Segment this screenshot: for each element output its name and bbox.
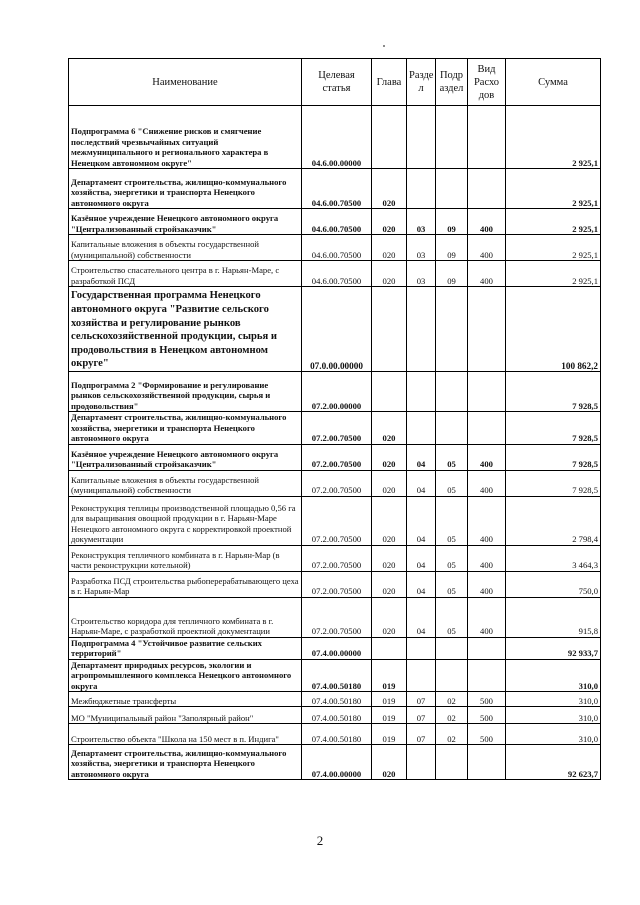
- row-exptype: 400: [468, 209, 506, 235]
- header-amount: Сумма: [506, 59, 601, 106]
- row-target: 07.4.00.00000: [302, 745, 372, 780]
- row-target: 07.2.00.70500: [302, 545, 372, 571]
- row-exptype: [468, 412, 506, 445]
- row-section: [407, 637, 436, 659]
- row-target: 07.2.00.00000: [302, 372, 372, 412]
- table-row: [69, 496, 601, 545]
- table-row: [69, 209, 601, 235]
- row-exptype: [468, 745, 506, 780]
- row-name: Капитальные вложения в объекты государственной (муниципальной) собственности: [69, 235, 302, 261]
- row-target: 07.2.00.70500: [302, 597, 372, 637]
- table-row: [69, 169, 601, 209]
- row-name: Разработка ПСД строительства рыбоперерабатывающего цеха в г. Нарьян-Мар: [69, 571, 302, 597]
- table-row: [69, 692, 601, 707]
- row-target: 07.0.00.00000: [302, 287, 372, 372]
- row-section: 04: [407, 597, 436, 637]
- table-row: [69, 470, 601, 496]
- row-name: Реконструкция тепличного комбината в г. Нарьян-Мар (в части реконструкции котельной): [69, 545, 302, 571]
- row-chapter: 019: [372, 659, 407, 692]
- table-row: [69, 571, 601, 597]
- table-row: [69, 637, 601, 659]
- row-subsection: [436, 637, 468, 659]
- row-exptype: [468, 169, 506, 209]
- row-name: Подпрограмма 6 "Снижение рисков и смягчение последствий чрезвычайных ситуаций межмуниципального и регионального характера в Ненецком автономном округе": [69, 106, 302, 169]
- row-subsection: 09: [436, 261, 468, 287]
- row-amount: 310,0: [506, 724, 601, 745]
- budget-table: [68, 58, 601, 780]
- row-amount: 310,0: [506, 707, 601, 724]
- row-target: 04.6.00.70500: [302, 235, 372, 261]
- row-name: Подпрограмма 2 "Формирование и регулирование рынков сельскохозяйственной продукции, сырья и продовольствия": [69, 372, 302, 412]
- header-section: Разде л: [407, 59, 436, 106]
- row-chapter: 020: [372, 470, 407, 496]
- row-subsection: 02: [436, 724, 468, 745]
- row-chapter: 020: [372, 412, 407, 445]
- row-subsection: 05: [436, 545, 468, 571]
- row-name: Строительство объекта "Школа на 150 мест в п. Индига": [69, 724, 302, 745]
- row-section: [407, 745, 436, 780]
- row-name: Департамент строительства, жилищно-коммунального хозяйства, энергетики и транспорта Ненецкого автономного округа: [69, 169, 302, 209]
- row-section: [407, 106, 436, 169]
- row-exptype: 500: [468, 707, 506, 724]
- row-name: Капитальные вложения в объекты государственной (муниципальной) собственности: [69, 470, 302, 496]
- header-exptype: Вид Расхо дов: [468, 59, 506, 106]
- row-subsection: 02: [436, 707, 468, 724]
- row-name: Строительство спасательного центра в г. Нарьян-Маре, с разработкой ПСД: [69, 261, 302, 287]
- row-section: 04: [407, 444, 436, 470]
- row-target: 07.2.00.70500: [302, 444, 372, 470]
- row-exptype: [468, 106, 506, 169]
- table-row: [69, 287, 601, 372]
- row-subsection: 09: [436, 235, 468, 261]
- row-name: Казённое учреждение Ненецкого автономного округа "Централизованный стройзаказчик": [69, 444, 302, 470]
- row-target: 07.4.00.50180: [302, 659, 372, 692]
- row-target: 07.2.00.70500: [302, 470, 372, 496]
- row-subsection: 05: [436, 444, 468, 470]
- row-exptype: 400: [468, 571, 506, 597]
- row-amount: 7 928,5: [506, 444, 601, 470]
- header-target: Целевая статья: [302, 59, 372, 106]
- row-section: 04: [407, 571, 436, 597]
- row-subsection: [436, 106, 468, 169]
- row-subsection: [436, 412, 468, 445]
- row-amount: 915,8: [506, 597, 601, 637]
- row-subsection: [436, 169, 468, 209]
- row-subsection: [436, 372, 468, 412]
- row-amount: 2 925,1: [506, 169, 601, 209]
- row-chapter: [372, 637, 407, 659]
- row-subsection: [436, 745, 468, 780]
- row-section: [407, 169, 436, 209]
- row-chapter: 020: [372, 209, 407, 235]
- row-chapter: 019: [372, 692, 407, 707]
- row-amount: 92 623,7: [506, 745, 601, 780]
- row-section: [407, 412, 436, 445]
- table-row: [69, 545, 601, 571]
- row-subsection: 05: [436, 470, 468, 496]
- row-target: 07.4.00.50180: [302, 707, 372, 724]
- row-chapter: 020: [372, 745, 407, 780]
- row-exptype: 400: [468, 470, 506, 496]
- row-section: 04: [407, 470, 436, 496]
- table-row: [69, 372, 601, 412]
- row-subsection: 05: [436, 571, 468, 597]
- row-chapter: 020: [372, 261, 407, 287]
- row-target: 07.2.00.70500: [302, 412, 372, 445]
- row-name: Государственная программа Ненецкого автономного округа "Развитие сельского хозяйства и регулирование рынков сельскохозяйственной продукции, сырья и продовольствия в Ненецком автономном округе": [69, 287, 302, 372]
- row-section: 07: [407, 707, 436, 724]
- header-subsection: Подр аздел: [436, 59, 468, 106]
- row-exptype: 400: [468, 496, 506, 545]
- row-subsection: 02: [436, 692, 468, 707]
- row-section: 07: [407, 724, 436, 745]
- row-target: 04.6.00.70500: [302, 261, 372, 287]
- page-number: 2: [316, 833, 324, 848]
- row-name: Подпрограмма 4 "Устойчивое развитие сельских территорий": [69, 637, 302, 659]
- row-chapter: 020: [372, 496, 407, 545]
- table-row: [69, 412, 601, 445]
- row-chapter: 020: [372, 597, 407, 637]
- row-section: 07: [407, 692, 436, 707]
- row-section: 03: [407, 209, 436, 235]
- row-chapter: 020: [372, 235, 407, 261]
- row-exptype: 400: [468, 444, 506, 470]
- row-amount: 2 798,4: [506, 496, 601, 545]
- row-target: 07.4.00.50180: [302, 692, 372, 707]
- row-chapter: 020: [372, 571, 407, 597]
- header-row: [69, 59, 601, 106]
- table-row: [69, 745, 601, 780]
- row-amount: 310,0: [506, 692, 601, 707]
- row-chapter: [372, 287, 407, 372]
- table-row: [69, 235, 601, 261]
- row-amount: 7 928,5: [506, 470, 601, 496]
- row-subsection: 05: [436, 496, 468, 545]
- table-body: [69, 106, 601, 780]
- header-chapter: Глава: [372, 59, 407, 106]
- row-exptype: 400: [468, 261, 506, 287]
- row-amount: 3 464,3: [506, 545, 601, 571]
- table-row: [69, 707, 601, 724]
- row-target: 04.6.00.70500: [302, 209, 372, 235]
- row-amount: 310,0: [506, 659, 601, 692]
- row-name: Казённое учреждение Ненецкого автономного округа "Централизованный стройзаказчик": [69, 209, 302, 235]
- row-name: Департамент строительства, жилищно-коммунального хозяйства, энергетики и транспорта Ненецкого автономного округа: [69, 412, 302, 445]
- table-row: [69, 597, 601, 637]
- row-amount: 100 862,2: [506, 287, 601, 372]
- row-target: 07.2.00.70500: [302, 496, 372, 545]
- row-target: 07.2.00.70500: [302, 571, 372, 597]
- table-row: [69, 106, 601, 169]
- row-section: [407, 372, 436, 412]
- row-target: 07.4.00.50180: [302, 724, 372, 745]
- row-subsection: 09: [436, 209, 468, 235]
- row-exptype: 400: [468, 545, 506, 571]
- row-amount: 2 925,1: [506, 209, 601, 235]
- row-section: 03: [407, 235, 436, 261]
- row-amount: 92 933,7: [506, 637, 601, 659]
- table-row: [69, 261, 601, 287]
- row-amount: 7 928,5: [506, 372, 601, 412]
- row-chapter: 020: [372, 169, 407, 209]
- row-exptype: [468, 637, 506, 659]
- header-name: Наименование: [69, 59, 302, 106]
- row-exptype: [468, 659, 506, 692]
- row-section: 04: [407, 496, 436, 545]
- row-section: [407, 659, 436, 692]
- row-amount: 2 925,1: [506, 235, 601, 261]
- row-chapter: 019: [372, 724, 407, 745]
- row-section: [407, 287, 436, 372]
- row-name: МО "Муниципальный район "Заполярный район": [69, 707, 302, 724]
- row-chapter: 020: [372, 545, 407, 571]
- row-name: Строительство коридора для тепличного комбината в г. Нарьян-Маре, с разработкой проектной документации: [69, 597, 302, 637]
- row-section: 03: [407, 261, 436, 287]
- row-name: Департамент строительства, жилищно-коммунального хозяйства, энергетики и транспорта Ненецкого автономного округа: [69, 745, 302, 780]
- row-subsection: [436, 659, 468, 692]
- row-amount: 7 928,5: [506, 412, 601, 445]
- row-amount: 2 925,1: [506, 106, 601, 169]
- row-chapter: 020: [372, 444, 407, 470]
- row-section: 04: [407, 545, 436, 571]
- row-amount: 2 925,1: [506, 261, 601, 287]
- row-name: Департамент природных ресурсов, экологии и агропромышленного комплекса Ненецкого автономного округа: [69, 659, 302, 692]
- row-chapter: [372, 106, 407, 169]
- row-target: 07.4.00.00000: [302, 637, 372, 659]
- row-exptype: 400: [468, 597, 506, 637]
- row-amount: 750,0: [506, 571, 601, 597]
- row-exptype: 400: [468, 235, 506, 261]
- row-target: 04.6.00.70500: [302, 169, 372, 209]
- row-name: Межбюджетные трансферты: [69, 692, 302, 707]
- row-subsection: 05: [436, 597, 468, 637]
- scan-speck: [383, 45, 385, 47]
- row-subsection: [436, 287, 468, 372]
- row-chapter: 019: [372, 707, 407, 724]
- row-chapter: [372, 372, 407, 412]
- row-exptype: 500: [468, 692, 506, 707]
- row-exptype: [468, 287, 506, 372]
- table-row: [69, 659, 601, 692]
- table-row: [69, 444, 601, 470]
- row-target: 04.6.00.00000: [302, 106, 372, 169]
- row-exptype: 500: [468, 724, 506, 745]
- table-row: [69, 724, 601, 745]
- row-exptype: [468, 372, 506, 412]
- row-name: Реконструкция теплицы производственной площадью 0,56 га для выращивания овощной продукции в г. Нарьян-Маре Ненецкого автономного округа с корректировкой проектной документации: [69, 496, 302, 545]
